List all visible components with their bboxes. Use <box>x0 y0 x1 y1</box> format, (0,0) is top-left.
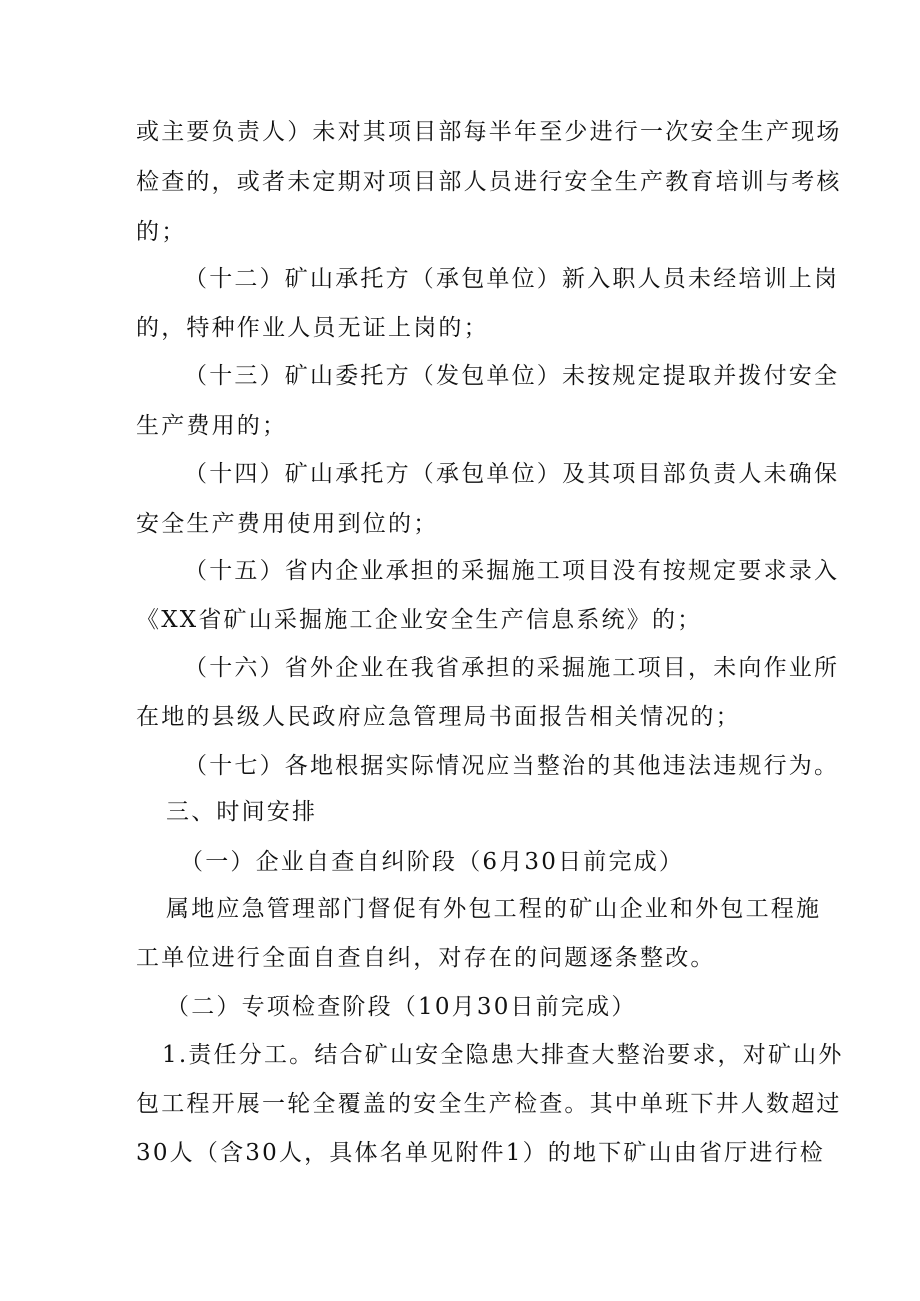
text-line: 或主要负责人）未对其项目部每半年至少进行一次安全生产现场 <box>136 119 842 145</box>
text-line: 工单位进行全面自查自纠，对存在的问题逐条整改。 <box>136 945 716 971</box>
text-line: （十四）矿山承托方（承包单位）及其项目部负责人未确保 <box>184 461 840 487</box>
text-line: 的； <box>136 219 187 245</box>
text-line: （十二）矿山承托方（承包单位）新入职人员未经培训上岗 <box>184 266 840 292</box>
text-line: （十六）省外企业在我省承担的采掘施工项目，未向作业所 <box>184 655 840 681</box>
text-line: 检查的，或者未定期对项目部人员进行安全生产教育培训与考核 <box>136 169 842 195</box>
text-line: （十三）矿山委托方（发包单位）未按规定提取并拨付安全 <box>184 363 840 389</box>
text-line: 包工程开展一轮全覆盖的安全生产检查。其中单班下井人数超过 <box>136 1091 842 1117</box>
section-heading: 三、时间安排 <box>166 799 318 825</box>
text-line: 的，特种作业人员无证上岗的； <box>136 315 489 341</box>
text-line: （十五）省内企业承担的采掘施工项目没有按规定要求录入 <box>184 558 840 584</box>
text-line: 在地的县级人民政府应急管理局书面报告相关情况的； <box>136 704 741 730</box>
text-line: 1.责任分工。结合矿山安全隐患大排查大整治要求，对矿山外 <box>162 1042 844 1068</box>
text-line: 安全生产费用使用到位的； <box>136 511 439 537</box>
subsection-heading: （二）专项检查阶段（10月30日前完成） <box>166 994 637 1020</box>
text-line: 30人（含30人，具体名单见附件1）的地下矿山由省厅进行检 <box>136 1140 825 1166</box>
text-line: 属地应急管理部门督促有外包工程的矿山企业和外包工程施 <box>166 896 822 922</box>
text-line: 生产费用的； <box>136 413 288 439</box>
text-line: 《XX省矿山采掘施工企业安全生产信息系统》的； <box>136 607 703 633</box>
subsection-heading: （一）企业自查自纠阶段（6月30日前完成） <box>180 849 685 875</box>
text-line: （十七）各地根据实际情况应当整治的其他违法违规行为。 <box>184 753 840 779</box>
